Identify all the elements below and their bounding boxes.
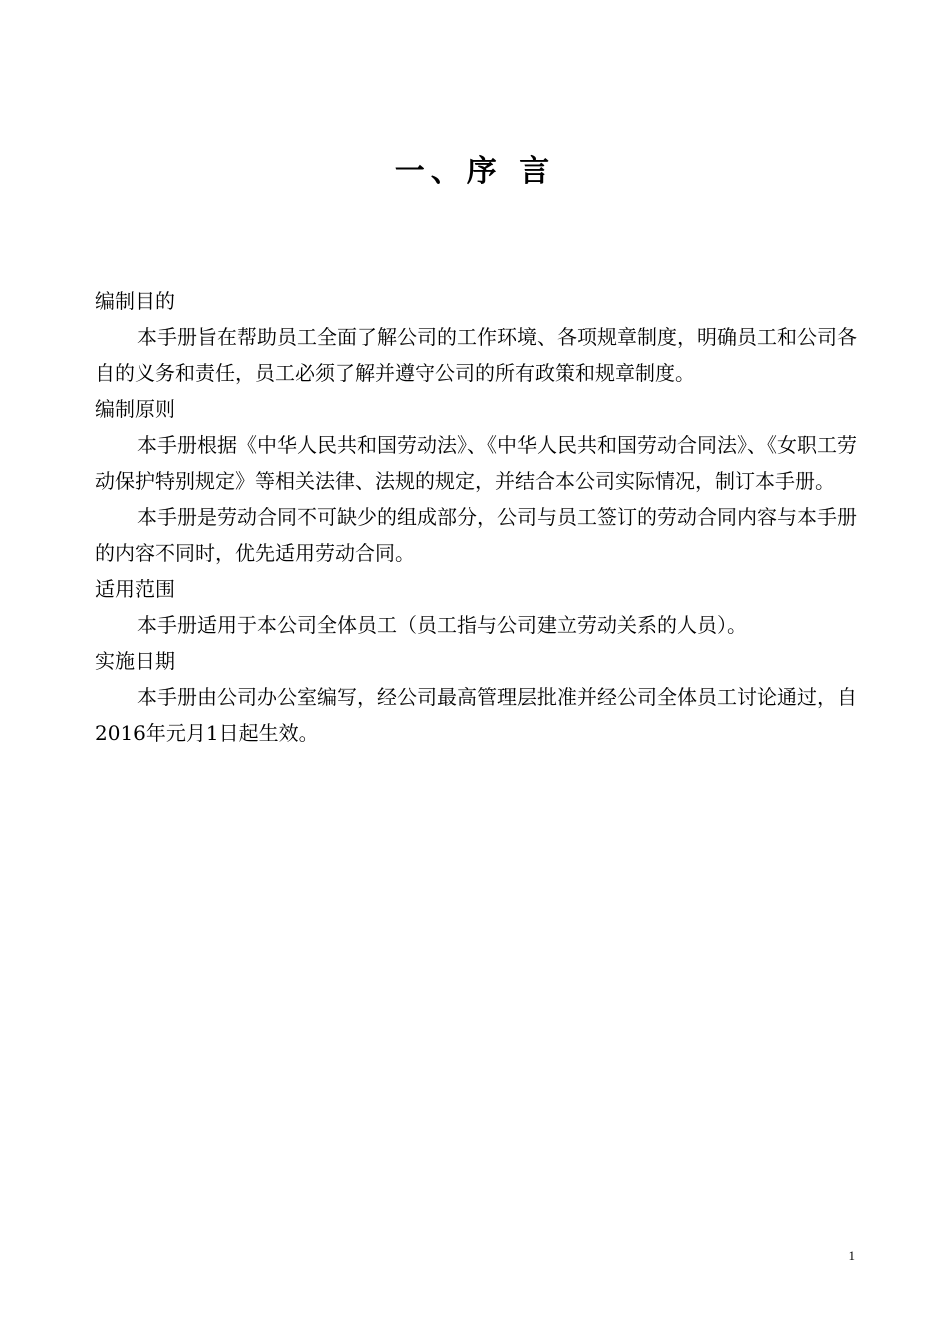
page-title: 一、序 言 xyxy=(394,154,556,189)
section-heading-purpose: 编制目的 xyxy=(95,289,175,313)
section-paragraph-purpose-1: 本手册旨在帮助员工全面了解公司的工作环境、各项规章制度，明确员工和公司各自的义务和责任，员工必须了解并遵守公司的所有政策和规章制度。 xyxy=(95,325,857,385)
section-heading-principles: 编制原则 xyxy=(95,397,175,421)
section-paragraph-principles-2: 本手册是劳动合同不可缺少的组成部分，公司与员工签订的劳动合同内容与本手册的内容不同时，优先适用劳动合同。 xyxy=(95,505,857,565)
section-heading-scope: 适用范围 xyxy=(95,577,175,601)
document-body xyxy=(95,283,857,751)
section-paragraph-principles-1: 本手册根据《中华人民共和国劳动法》、《中华人民共和国劳动合同法》、《女职工劳动保护特别规定》等相关法律、法规的规定，并结合本公司实际情况，制订本手册。 xyxy=(95,433,857,493)
page-number: 1 xyxy=(848,1248,855,1263)
section-heading-effective-date: 实施日期 xyxy=(95,649,175,673)
section-paragraph-effective-date-1: 本手册由公司办公室编写，经公司最高管理层批准并经公司全体员工讨论通过，自2016年元月1日起生效。 xyxy=(95,685,857,745)
section-paragraph-scope-1: 本手册适用于本公司全体员工（员工指与公司建立劳动关系的人员）。 xyxy=(137,613,747,637)
